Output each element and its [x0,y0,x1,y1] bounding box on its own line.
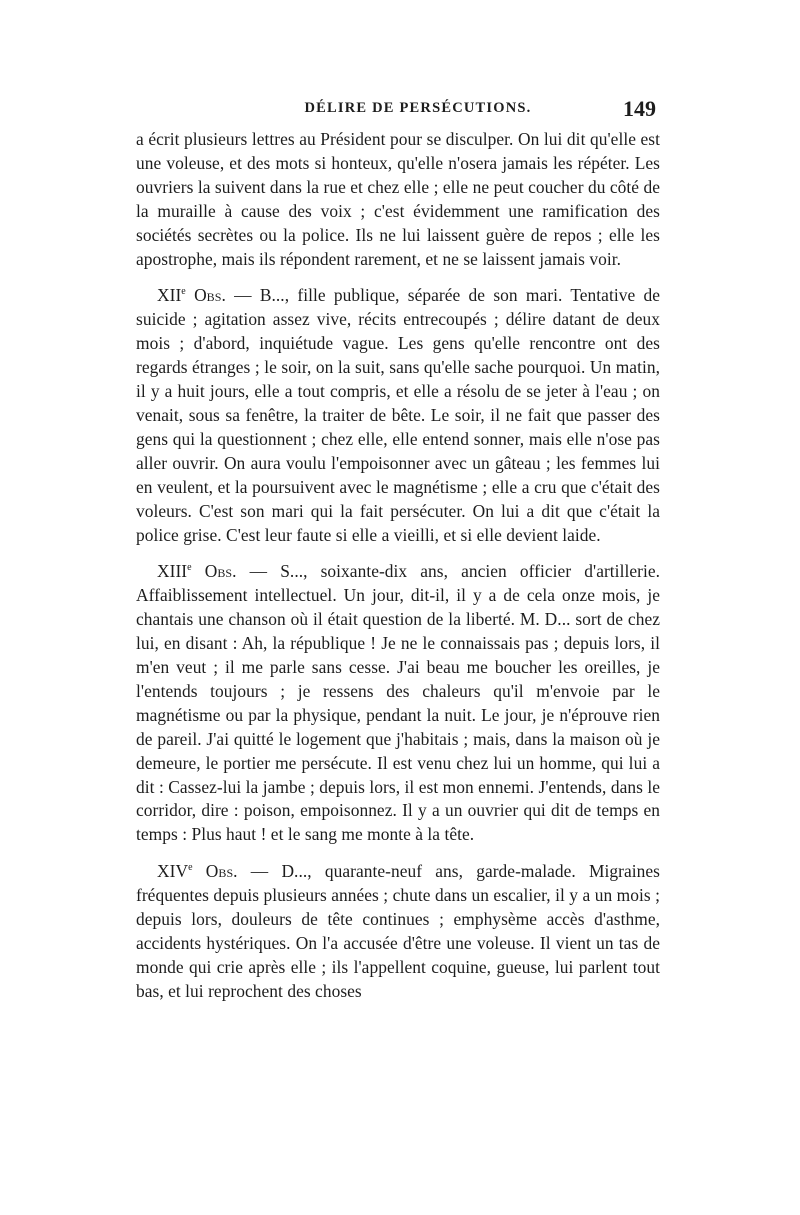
observation-ordinal: e [187,562,192,574]
book-page [136,96,660,1004]
observation-numeral: XIV [157,861,189,882]
observation-ordinal: e [188,862,193,874]
observation-label: Obs. [205,861,238,882]
paragraph-continuation [136,128,660,271]
observation-xiii [136,560,660,847]
observation-numeral: XII [157,285,182,306]
page-number: 149 [623,96,656,121]
page-header [136,96,660,128]
observation-numeral: XIII [157,561,188,582]
paragraph-text: — D..., quarante-neuf ans, garde-malade. Migraines fréquentes depuis plusieurs années ; chute dans un escalier, il y a un mois ; depuis lors, douleurs de tête continues ; emphysème accès d'asthme, accidents hystériques. On l'a accusée d'être une voleuse. Il vient un tas de monde qui crie après elle ; ils l'appellent coquine, gueuse, lui parlent tout bas, et lui reprochent des choses [136,861,660,1001]
observation-xiv [136,860,660,1003]
paragraph-text: — S..., soixante-dix ans, ancien officier d'artillerie. Affaiblissement intellectuel. Un jour, dit-il, il y a de cela onze mois, je chantais une chanson où il était question de la liberté. M. D... sort de chez lui, en disant : Ah, la république ! Je ne le connaissais pas ; depuis lors, il m'en veut ; il me parle sans cesse. J'ai beau me boucher les oreilles, je l'entends toujours ; je ressens des chaleurs qu'il m'envoie par le magnétisme ou par la physique, pendant la nuit. Le jour, je n'éprouve rien de pareil. J'ai quitté le logement que j'habitais ; mais, dans la maison où je demeure, le portier me persécute. Il est venu chez lui un homme, qui lui a dit : Cassez-lui la jambe ; depuis lors, il est mon ennemi. J'entends, dans le corridor, dire : poison, empoisonnez. Il y a un ouvrier qui dit de temps en temps : Plus haut ! et le sang me monte à la tête. [136,561,660,845]
paragraph-text: a écrit plusieurs lettres au Président pour se disculper. On lui dit qu'elle est une voleuse, et des mots si honteux, qu'elle n'osera jamais les répéter. Les ouvriers la suivent dans la rue et chez elle ; elle ne peut coucher du côté de la muraille à cause des voix ; c'est évidemment une ramification des sociétés secrètes ou la police. Ils ne lui laissent guère de repos ; elle les apostrophe, mais ils répondent rarement, et ne se laissent jamais voir. [136,129,660,269]
observation-label: Obs. [194,285,226,306]
running-head: DÉLIRE DE PERSÉCUTIONS. [304,100,532,116]
paragraph-text: — B..., fille publique, séparée de son mari. Tentative de suicide ; agitation assez vive, récits entrecoupés ; délire datant de deux mois ; d'abord, inquiétude vague. Les gens qu'elle rencontre ont des regards étranges ; le soir, on la suit, sans qu'elle sache pourquoi. Un matin, il y a huit jours, elle a tout compris, et elle a résolu de se jeter à l'eau ; on venait, sous sa fenêtre, la traiter de bête. Le soir, il ne fait que passer des gens qui la questionnent ; chez elle, elle entend sonner, mais elle n'ose pas aller ouvrir. On aura voulu l'empoisonner avec un gâteau ; les femmes lui en veulent, et la poursuivent avec le magnétisme ; elle a cru que c'était des voleurs. C'est son mari qui la fait persécuter. On lui a dit que c'était la police grise. C'est leur faute si elle a vieilli, et si elle devient laide. [136,285,661,545]
observation-xii [136,284,660,547]
observation-label: Obs. [204,561,237,582]
observation-ordinal: e [181,286,186,298]
